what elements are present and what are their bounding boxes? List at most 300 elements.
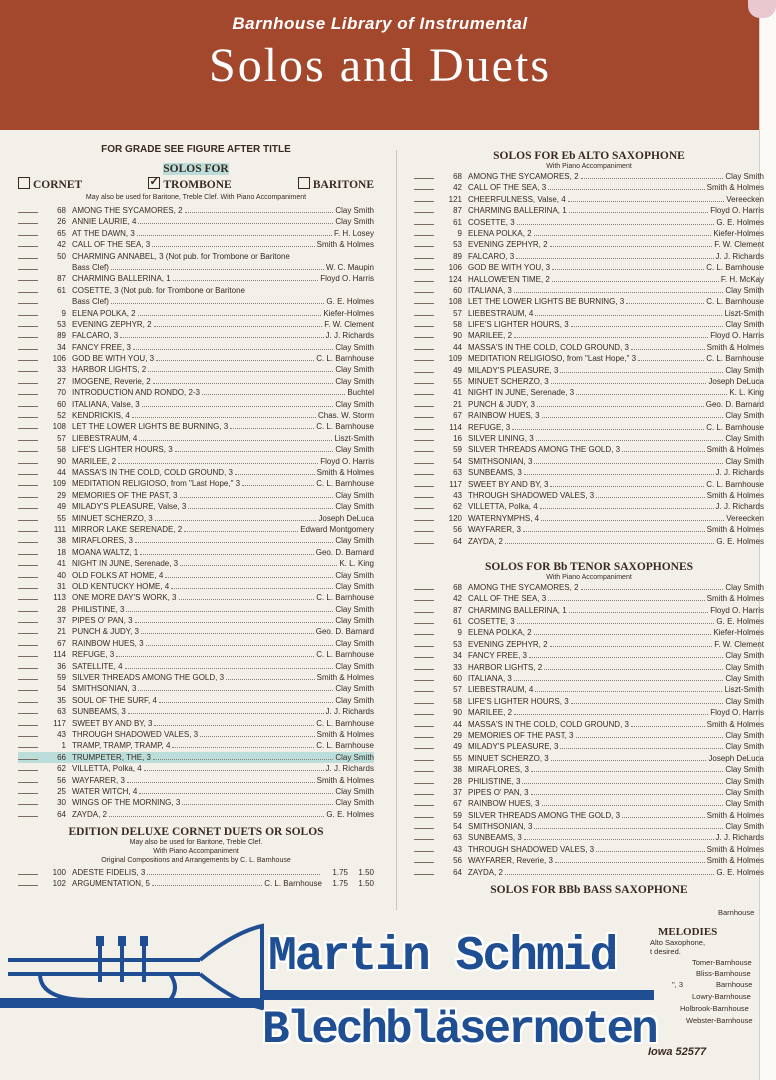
item-price: 1.50 (358, 879, 374, 889)
series-title: Barnhouse Library of Instrumental (232, 14, 528, 33)
item-composer: Smith & Holmes (706, 342, 764, 352)
item-title: RAINBOW HUES, 3 (468, 799, 540, 809)
list-item (414, 319, 764, 330)
item-title: ZAYDA, 2 (468, 536, 503, 546)
list-item (18, 878, 374, 889)
item-composer: Clay Smith (335, 502, 374, 512)
item-title: AMONG THE SYCAMORES, 2 (468, 172, 579, 181)
leader-dots (235, 467, 315, 475)
item-composer: C. L. Barnhouse (264, 879, 322, 889)
instrument-checkboxes (18, 174, 374, 191)
leader-dots (536, 433, 724, 441)
item-title: CHARMING BALLERINA, 1 (72, 274, 171, 284)
list-item (414, 524, 764, 535)
order-blank (414, 798, 434, 806)
leader-dots (505, 867, 714, 875)
item-composer: Floyd O. Harris (710, 206, 764, 216)
order-blank (18, 205, 38, 213)
order-blank (414, 639, 434, 647)
list-item (18, 364, 374, 375)
item-composer: Clay Smith (335, 695, 374, 705)
order-blank (18, 615, 38, 623)
watermark-logo (0, 914, 776, 1080)
item-title: ZAYDA, 2 (468, 867, 503, 877)
item-title: SWEET BY AND BY, 3 (468, 479, 549, 489)
item-title: HALLOWE'EN TIME, 2 (468, 274, 550, 284)
order-blank (414, 330, 434, 338)
item-composer: Liszt-Smith (334, 433, 374, 443)
item-composer: Clay Smith (335, 570, 374, 580)
item-composer: C. L. Barnhouse (706, 263, 764, 273)
order-blank (414, 422, 434, 430)
item-composer: Clay Smith (335, 604, 374, 614)
item-title: SILVER THREADS AMONG THE GOLD, 3 (468, 445, 621, 455)
item-title: ARGUMENTATION, 5 (72, 879, 150, 889)
order-blank (18, 342, 38, 350)
order-blank (18, 308, 38, 316)
order-blank (18, 558, 38, 566)
list-item (18, 797, 374, 808)
item-number: 58 (57, 445, 66, 455)
list-item (414, 627, 764, 638)
list-item (414, 330, 764, 341)
item-title: SATELLITE, 4 (72, 661, 123, 671)
item-composer: Clay Smith (335, 536, 374, 546)
item-title: OLD KENTUCKY HOME, 4 (72, 581, 170, 591)
order-blank (414, 342, 434, 350)
item-number: 49 (57, 502, 66, 512)
item-composer: Floyd O. Harris (710, 331, 764, 341)
item-number: 87 (453, 206, 462, 216)
deluxe-note-2: With Piano Accompaniment (153, 848, 239, 856)
item-title: ITALIANA, Valse, 3 (72, 399, 140, 409)
item-title: SMITHSONIAN, 3 (468, 822, 533, 832)
item-number: 90 (57, 456, 66, 466)
order-blank (414, 353, 434, 361)
list-item (18, 763, 374, 774)
item-number: 68 (453, 172, 462, 181)
item-composer: G. E. Holmes (326, 297, 374, 307)
item-composer: Smith & Holmes (706, 856, 764, 866)
order-blank (414, 536, 434, 544)
order-blank (414, 399, 434, 407)
item-composer: Chas. W. Storm (317, 411, 374, 421)
leader-dots (139, 433, 332, 441)
list-item (18, 683, 374, 694)
list-item (414, 194, 764, 205)
leader-dots (531, 764, 723, 772)
watermark-subtitle: Blechbläsernoten (262, 1004, 656, 1056)
item-number: 67 (453, 411, 462, 421)
column-divider (396, 150, 397, 910)
item-number: 67 (453, 799, 462, 809)
item-title: LIEBESTRAUM, 4 (72, 433, 138, 443)
item-composer: Clay Smith (725, 765, 764, 775)
order-blank (414, 376, 434, 384)
list-item (18, 775, 374, 786)
item-number: 56 (453, 856, 462, 866)
leader-dots (596, 844, 705, 852)
list-item (414, 582, 764, 593)
order-blank (414, 444, 434, 452)
leader-dots (139, 786, 333, 794)
item-title: ELENA POLKA, 2 (468, 628, 532, 638)
item-number: 61 (57, 285, 66, 295)
leader-dots (540, 501, 714, 509)
item-composer: F. H. McKay (720, 274, 764, 284)
leader-dots (517, 616, 715, 624)
order-blank (18, 216, 38, 224)
list-item (414, 639, 764, 650)
list-item (414, 239, 764, 250)
item-title: EVENING ZEPHYR, 2 (468, 240, 548, 250)
item-title: PHILISTINE, 3 (468, 776, 521, 786)
list-item (18, 786, 374, 797)
leader-dots (120, 330, 323, 338)
tenor-note: With Piano Accompaniment (546, 573, 632, 581)
item-composer: Clay Smith (725, 822, 764, 832)
item-number: 54 (453, 822, 462, 832)
list-item (414, 182, 764, 193)
item-number: 64 (453, 867, 462, 877)
leader-dots (179, 592, 315, 600)
list-item (414, 456, 764, 467)
order-blank (18, 661, 38, 669)
item-number: 60 (453, 674, 462, 684)
item-number: 49 (453, 365, 462, 375)
leader-dots (626, 296, 704, 304)
order-blank (414, 844, 434, 852)
item-composer: J. J. Richards (715, 468, 764, 478)
item-title: INTRODUCTION AND RONDO, 2-3 (72, 388, 201, 398)
list-item (18, 535, 374, 546)
item-title: LIFE'S LIGHTER HOURS, 3 (72, 445, 173, 455)
item-number: 31 (57, 581, 66, 591)
list-item (414, 365, 764, 376)
leader-dots (512, 422, 704, 430)
item-number: 44 (57, 467, 66, 477)
order-blank (18, 456, 38, 464)
list-item (18, 672, 374, 683)
fragment-barnhouse: Barnhouse (718, 908, 755, 917)
list-item (18, 239, 374, 250)
fragment-alto: Alto Saxophone, (650, 938, 706, 947)
list-item (414, 832, 764, 843)
item-number: 9 (457, 628, 462, 638)
right-column (414, 150, 764, 896)
order-blank (18, 444, 38, 452)
item-number: 38 (453, 765, 462, 775)
item-number: 37 (453, 787, 462, 797)
item-number: 9 (61, 308, 66, 318)
watermark-name: Martin Schmid (268, 930, 617, 984)
list-item (18, 661, 374, 672)
list-item (18, 330, 374, 341)
list-item (414, 764, 764, 775)
item-title: LIFE'S LIGHTER HOURS, 3 (468, 320, 569, 330)
leader-dots (576, 387, 727, 395)
fragment-barnhouse-2: Barnhouse (716, 980, 753, 989)
item-composer: Clay Smith (335, 798, 374, 808)
order-blank (414, 741, 434, 749)
leader-dots (551, 753, 707, 761)
order-blank (414, 308, 434, 316)
list-item (18, 604, 374, 615)
leader-dots (185, 205, 334, 213)
item-title: LIEBESTRAUM, 4 (468, 308, 534, 318)
item-title: FANCY FREE, 3 (468, 651, 527, 661)
item-title: MEDITATION RELIGIOSO, from "Last Hope," 3 (72, 479, 241, 489)
leader-dots (146, 638, 334, 646)
order-blank (414, 410, 434, 418)
list-item (18, 376, 374, 387)
item-title: MASSA'S IN THE COLD, COLD GROUND, 3 (468, 719, 629, 729)
leader-dots (127, 775, 315, 783)
leader-dots (534, 627, 712, 635)
item-number: 38 (57, 536, 66, 546)
leader-dots (188, 501, 333, 509)
item-title: CHARMING ANNABEL, 3 (Not pub. for Trombone or Baritone (72, 251, 290, 261)
item-number: 43 (453, 490, 462, 500)
item-title: CALL OF THE SEA, 3 (72, 240, 151, 250)
item-composer: K. L. King (729, 388, 764, 398)
item-number: 41 (453, 388, 462, 398)
list-item (18, 251, 374, 262)
item-number: 114 (53, 650, 66, 660)
item-number: 90 (453, 331, 462, 341)
item-title: MIRAFLORES, 3 (72, 536, 133, 546)
leader-dots (596, 490, 705, 498)
item-number: 25 (57, 786, 66, 796)
list-item (414, 662, 764, 673)
item-composer: Clay Smith (725, 172, 764, 181)
item-title: MOANA WALTZ, 1 (72, 547, 139, 557)
item-title: WAYFARER, 3 (72, 775, 125, 785)
item-composer: G. E. Holmes (716, 536, 764, 546)
item-composer: Clay Smith (725, 776, 764, 786)
order-blank (414, 582, 434, 590)
item-number: 36 (57, 661, 66, 671)
item-number: 56 (57, 775, 66, 785)
order-blank (18, 797, 38, 805)
item-composer: C. L. Barnhouse (316, 741, 374, 751)
item-composer: Clay Smith (725, 433, 764, 443)
fragment-holbrook: Holbrook-Barnhouse (680, 1004, 749, 1013)
list-item (18, 456, 374, 467)
leader-dots (172, 740, 314, 748)
page-title: Solos and Duets (209, 39, 551, 92)
item-number: 121 (448, 194, 462, 204)
order-blank (414, 593, 434, 601)
list-item (414, 433, 764, 444)
item-title: CHARMING BALLERINA, 1 (468, 605, 567, 615)
item-composer: Vereecken (726, 194, 764, 204)
item-title: VILLETTA, Polka, 4 (468, 502, 538, 512)
item-number: 44 (453, 719, 462, 729)
item-title: ELENA POLKA, 2 (468, 228, 532, 238)
item-number: 120 (448, 513, 462, 523)
leader-dots (159, 695, 333, 703)
item-number: 58 (453, 696, 462, 706)
list-item (414, 479, 764, 490)
leader-dots (165, 570, 333, 578)
item-title: MINUET SCHERZO, 3 (468, 753, 549, 763)
deluxe-heading: EDITION DELUXE CORNET DUETS OR SOLOS (68, 826, 324, 839)
item-title: SILVER THREADS AMONG THE GOLD, 3 (72, 673, 225, 683)
leader-dots (202, 387, 345, 395)
order-blank (414, 319, 434, 327)
item-number: 57 (453, 685, 462, 695)
list-item (18, 718, 374, 729)
list-item (414, 399, 764, 410)
item-title: OLD FOLKS AT HOME, 4 (72, 570, 164, 580)
order-blank (18, 478, 38, 486)
order-blank (18, 421, 38, 429)
item-title: THROUGH SHADOWED VALES, 3 (72, 729, 199, 739)
item-number: 42 (57, 240, 66, 250)
list-item (414, 753, 764, 764)
order-blank (18, 809, 38, 817)
item-number: 18 (57, 547, 66, 557)
item-number: 26 (57, 217, 66, 227)
leader-dots (132, 410, 316, 418)
item-title: SILVER LINING, 3 (468, 433, 534, 443)
leader-dots (535, 684, 722, 692)
item-title: GOD BE WITH YOU, 3 (468, 263, 551, 273)
item-composer: Smith & Holmes (706, 183, 764, 193)
item-composer: Floyd O. Harris (320, 456, 374, 466)
leader-dots (571, 319, 724, 327)
item-composer: Smith & Holmes (316, 240, 374, 250)
cornet-solo-list (18, 205, 374, 820)
item-title: Bass Clef) (72, 297, 109, 307)
tenor-heading: SOLOS FOR Bb TENOR SAXOPHONES (484, 560, 694, 573)
list-item (414, 228, 764, 239)
list-item (414, 593, 764, 604)
item-composer: Clay Smith (335, 638, 374, 648)
item-composer: G. E. Holmes (716, 617, 764, 627)
item-number: 55 (453, 377, 462, 387)
order-blank (18, 775, 38, 783)
fragment-melodies: MELODIES (658, 926, 718, 938)
order-blank (18, 251, 38, 259)
item-number: 28 (453, 776, 462, 786)
fragment-desired: t desired. (650, 947, 681, 956)
item-composer: C. L. Barnhouse (706, 479, 764, 489)
item-composer: Clay Smith (335, 581, 374, 591)
item-composer: Floyd O. Harris (710, 605, 764, 615)
leader-dots (524, 467, 714, 475)
list-item (18, 273, 374, 284)
item-composer: Clay Smith (335, 661, 374, 671)
item-title: MILADY'S PLEASURE, 3 (468, 365, 559, 375)
item-composer: Clay Smith (725, 320, 764, 330)
order-blank (414, 228, 434, 236)
item-title: PHILISTINE, 3 (72, 604, 125, 614)
order-blank (18, 581, 38, 589)
order-blank (414, 753, 434, 761)
order-blank (18, 718, 38, 726)
item-composer: Joseph DeLuca (708, 753, 764, 763)
item-title: SMITHSONIAN, 3 (468, 456, 533, 466)
item-composer: Geo. D. Barnard (315, 627, 374, 637)
item-number: 124 (448, 274, 462, 284)
item-number: 57 (57, 433, 66, 443)
order-blank (414, 650, 434, 658)
item-number: 64 (57, 809, 66, 819)
leader-dots (141, 626, 314, 634)
item-title: COSETTE, 3 (Not pub. for Trombone or Baritone (72, 285, 245, 295)
order-blank (414, 274, 434, 282)
item-composer: Clay Smith (335, 217, 374, 227)
order-blank (18, 513, 38, 521)
deluxe-list (18, 867, 374, 890)
item-title: NIGHT IN JUNE, Serenade, 3 (468, 388, 575, 398)
order-blank (414, 285, 434, 293)
item-number: 55 (453, 753, 462, 763)
item-composer: Smith & Holmes (706, 844, 764, 854)
item-composer: Smith & Holmes (706, 525, 764, 535)
grade-note: FOR GRADE SEE FIGURE AFTER TITLE (101, 144, 291, 155)
leader-dots (548, 593, 704, 601)
list-item (414, 719, 764, 730)
item-price: 1.50 (358, 868, 374, 878)
leader-dots (180, 490, 334, 498)
item-title: NIGHT IN JUNE, Serenade, 3 (72, 559, 179, 569)
leader-dots (550, 639, 713, 647)
order-blank (414, 810, 434, 818)
item-number: 108 (52, 422, 66, 432)
item-composer: Kiefer-Holmes (713, 628, 764, 638)
order-blank (18, 740, 38, 748)
item-number: 44 (453, 342, 462, 352)
list-item (414, 296, 764, 307)
order-blank (414, 262, 434, 270)
item-title: MASSA'S IN THE COLD, COLD GROUND, 3 (468, 342, 629, 352)
item-number: 43 (453, 844, 462, 854)
leader-dots (517, 217, 715, 225)
item-title: FALCARO, 3 (468, 251, 515, 261)
item-number: 68 (453, 582, 462, 592)
item-title: SMITHSONIAN, 3 (72, 684, 137, 694)
order-blank (414, 490, 434, 498)
item-composer: Smith & Holmes (706, 445, 764, 455)
order-blank (18, 376, 38, 384)
item-composer: Liszt-Smith (724, 685, 764, 695)
leader-dots (126, 604, 333, 612)
item-title: MINUET SCHERZO, 3 (72, 513, 153, 523)
item-number: 16 (453, 433, 462, 443)
leader-dots (542, 410, 724, 418)
leader-dots (156, 353, 314, 361)
list-item (414, 171, 764, 182)
item-number: 35 (57, 695, 66, 705)
item-number: 64 (453, 536, 462, 546)
order-blank (414, 239, 434, 247)
list-item (18, 740, 374, 751)
leader-dots (135, 535, 333, 543)
left-column (18, 144, 374, 890)
item-number: 114 (449, 422, 462, 432)
leader-dots (171, 581, 333, 589)
item-composer: J. J. Richards (325, 707, 374, 717)
item-number: 111 (53, 524, 66, 534)
item-title: HARBOR LIGHTS, 2 (468, 662, 543, 672)
item-title: WAYFARER, 3 (468, 525, 521, 535)
leader-dots (514, 707, 708, 715)
item-number: 87 (453, 605, 462, 615)
leader-dots (147, 867, 320, 875)
